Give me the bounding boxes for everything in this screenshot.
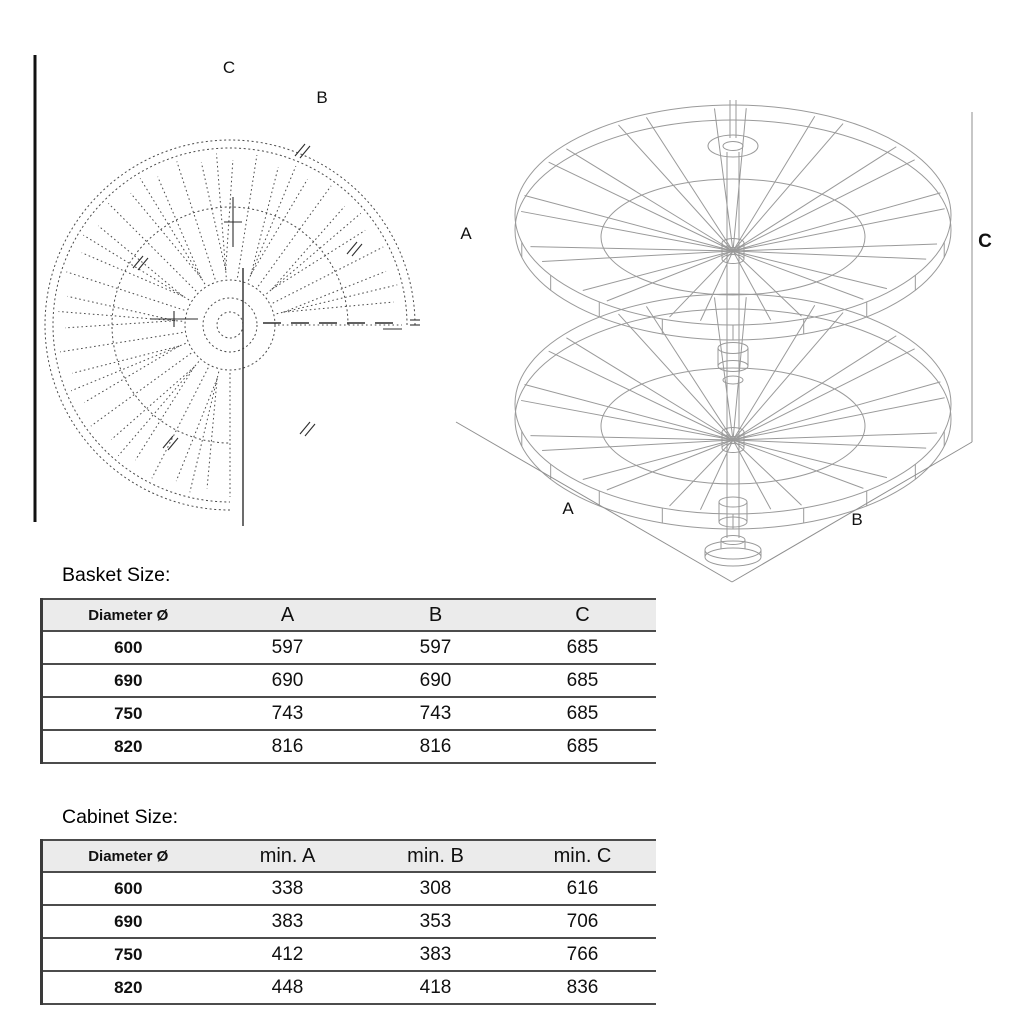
cabinet-col-min-b: min. B: [407, 844, 464, 867]
cabinet-col-min-c: min. C: [553, 844, 612, 867]
table-cell: 750: [114, 944, 143, 964]
table-cell: 816: [271, 735, 304, 757]
table-cell: 836: [566, 976, 599, 998]
table-cell: 600: [114, 637, 143, 657]
table-cell: 690: [271, 669, 304, 691]
table-header-row: [42, 599, 656, 631]
table-cell: 685: [566, 735, 599, 757]
table-cell: 616: [566, 877, 599, 899]
table-row: [42, 971, 656, 1004]
table-cell: 690: [419, 669, 452, 691]
table-cell: 690: [114, 911, 143, 931]
dim-label-b-front: B: [851, 510, 863, 529]
table-row: [42, 697, 656, 730]
table-cell: 820: [114, 977, 143, 997]
table-cell: 685: [566, 702, 599, 724]
dim-label-c-top-view: C: [222, 58, 236, 77]
dim-label-a-front: A: [562, 499, 574, 518]
table-cell: 448: [271, 976, 304, 998]
table-row: [42, 664, 656, 697]
dim-label-b-top-view: B: [316, 88, 328, 107]
basket-col-diameter: Diameter Ø: [88, 606, 169, 624]
table-cell: 685: [566, 636, 599, 658]
basket-col-b: B: [428, 603, 443, 626]
table-cell: 690: [114, 670, 143, 690]
dim-label-c-height: C: [978, 231, 992, 252]
dim-label-a-side: A: [460, 224, 472, 243]
isometric-drawing: [440, 90, 1024, 600]
table-cell: 353: [419, 910, 452, 932]
dimension-marks: [133, 144, 420, 450]
cabinet-col-diameter: Diameter Ø: [88, 847, 169, 865]
table-cell: 597: [271, 636, 304, 658]
table-cell: 750: [114, 703, 143, 723]
table-cell: 597: [419, 636, 452, 658]
table-cell: 600: [114, 878, 143, 898]
room-corner-lines: [456, 112, 972, 582]
cabinet-size-title: Cabinet Size:: [62, 806, 178, 828]
carousel-top-view-wires: [45, 140, 415, 510]
basket-size-title: Basket Size:: [62, 564, 171, 586]
table-cell: 412: [271, 943, 304, 965]
table-cell: 706: [566, 910, 599, 932]
iso-basket-wires: [515, 105, 951, 529]
table-row: [42, 872, 656, 905]
cabinet-col-min-a: min. A: [259, 844, 316, 867]
table-cell: 308: [419, 877, 452, 899]
table-cell: 685: [566, 669, 599, 691]
table-row: [42, 631, 656, 664]
table-cell: 383: [271, 910, 304, 932]
basket-col-c: C: [575, 603, 590, 626]
table-cell: 338: [271, 877, 304, 899]
table-cell: 383: [419, 943, 452, 965]
table-cell: 766: [566, 943, 599, 965]
table-cell: 743: [271, 702, 304, 724]
table-row: [42, 730, 656, 763]
top-view-drawing: [0, 0, 500, 560]
basket-size-table: [40, 598, 656, 764]
table-row: [42, 938, 656, 971]
table-cell: 418: [419, 976, 452, 998]
table-cell: 743: [419, 702, 452, 724]
table-row: [42, 905, 656, 938]
basket-col-a: A: [280, 603, 295, 626]
cabinet-wall-lines: [35, 55, 243, 526]
table-header-row: [42, 840, 656, 872]
cabinet-size-table: [40, 839, 656, 1005]
table-cell: 816: [419, 735, 452, 757]
table-cell: 820: [114, 736, 143, 756]
